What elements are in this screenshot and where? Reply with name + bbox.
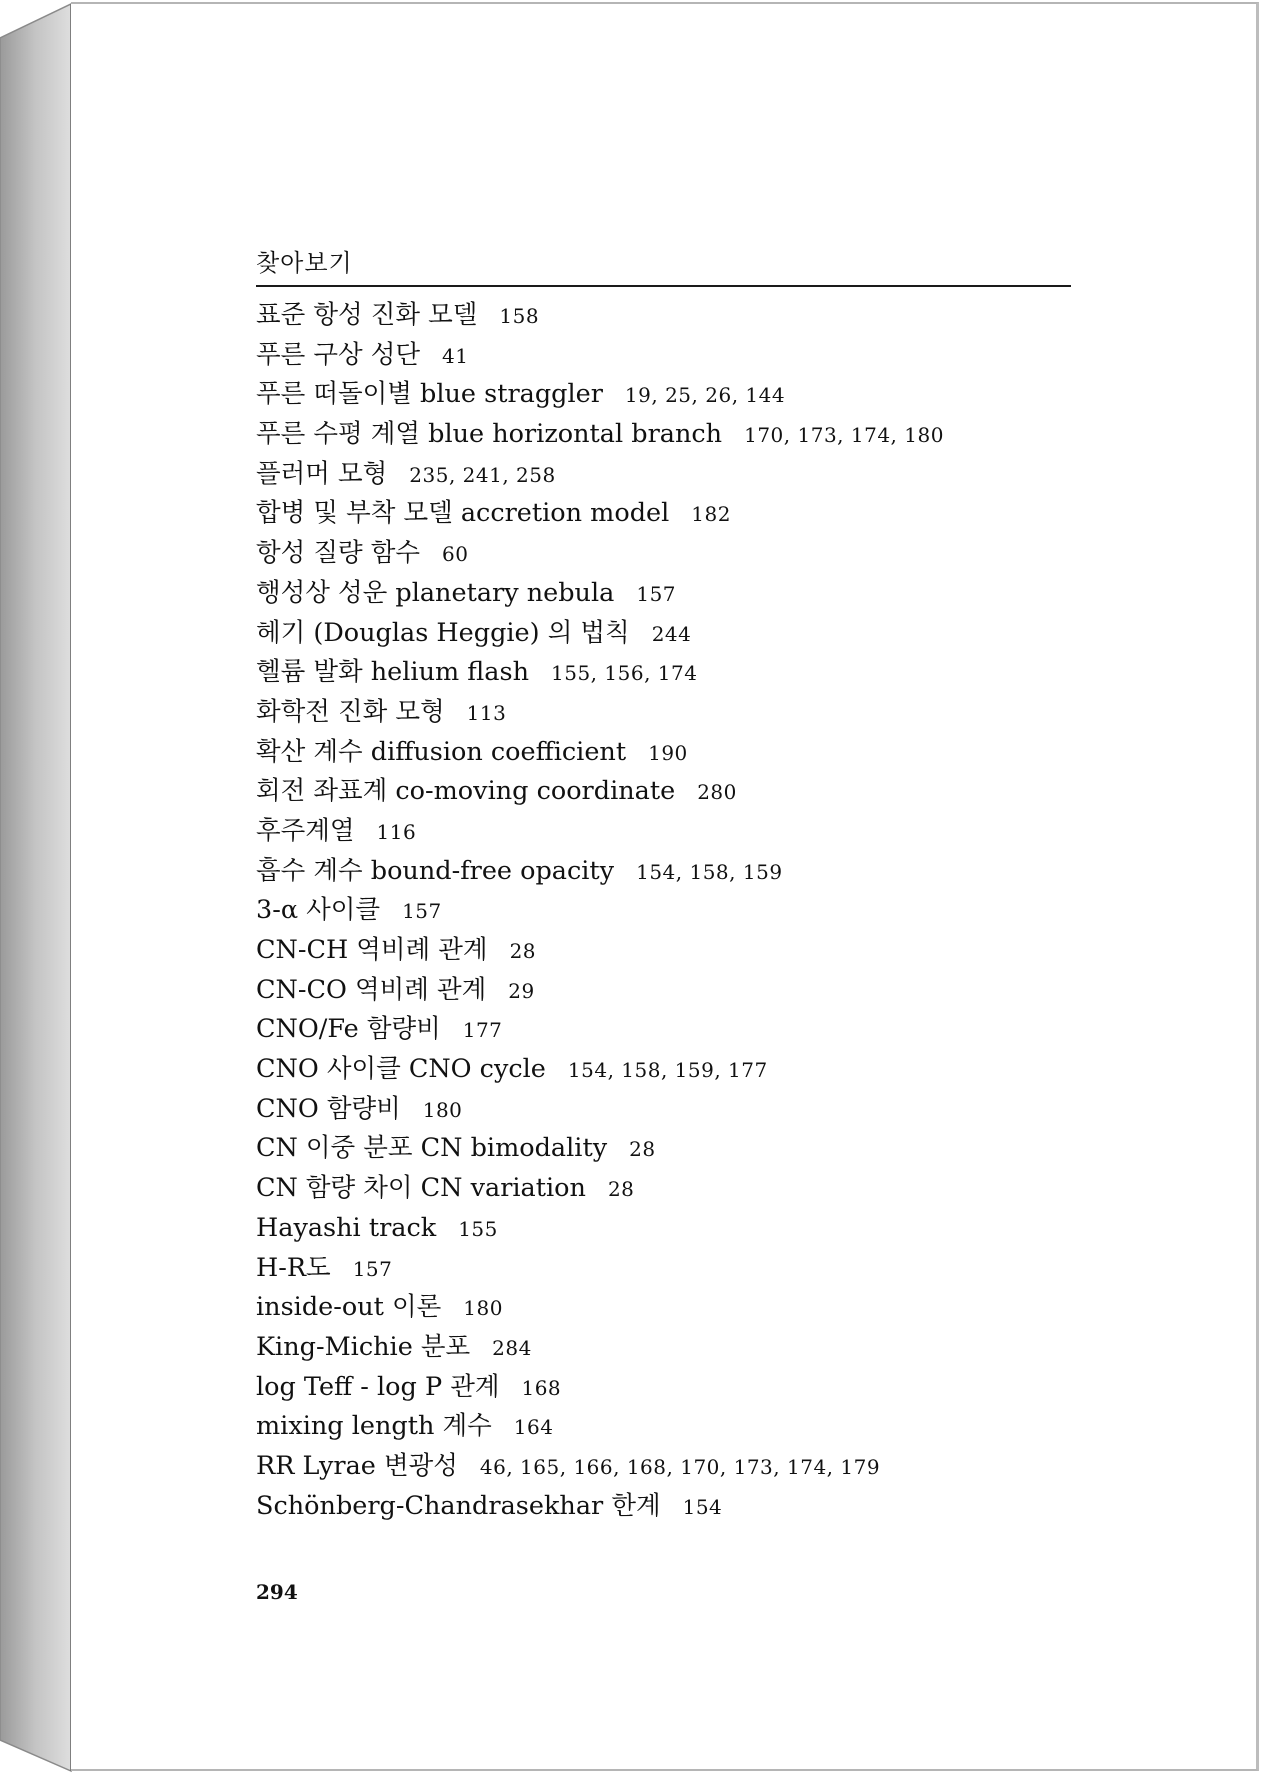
page-refs: 190: [648, 740, 688, 765]
index-entry: [256, 852, 1156, 892]
index-entry: [256, 1487, 1156, 1527]
index-term: 헤기 (Douglas Heggie) 의 법칙: [256, 617, 630, 648]
index-entry: [256, 574, 1156, 614]
index-entry: [256, 415, 1156, 455]
index-term: Schönberg-Chandrasekhar 한계: [256, 1490, 661, 1521]
index-entry: [256, 375, 1156, 415]
page-refs: 180: [463, 1296, 503, 1321]
page-refs: 113: [466, 700, 507, 725]
index-term: CNO/Fe 함량비: [256, 1014, 441, 1045]
index-entry: [256, 494, 1156, 534]
index-term: CN-CH 역비례 관계: [256, 935, 488, 965]
index-entry-list: [256, 296, 1156, 1526]
page-refs: 155, 156, 174: [551, 661, 698, 686]
index-entry: [256, 1328, 1156, 1368]
index-term: CN 이중 분포 CN bimodality: [256, 1133, 608, 1164]
page-number: 294: [256, 1580, 298, 1604]
index-term: CNO 함량비: [256, 1093, 401, 1124]
index-term: 확산 계수 diffusion coefficient: [256, 736, 627, 767]
index-term: Hayashi track: [256, 1212, 437, 1243]
index-term: 행성상 성운 planetary nebula: [256, 577, 615, 608]
index-entry: [256, 1407, 1156, 1447]
page-refs: 182: [691, 502, 731, 527]
page-refs: 157: [352, 1256, 393, 1281]
page-refs: 154: [682, 1494, 723, 1519]
index-entry: [256, 534, 1156, 574]
index-term: 3-α 사이클: [256, 895, 381, 926]
page-refs: 164: [513, 1415, 554, 1440]
page-refs: 244: [651, 621, 692, 646]
page-refs: 170, 173, 174, 180: [744, 423, 944, 448]
page-refs: 46, 165, 166, 168, 170, 173, 174, 179: [479, 1454, 881, 1479]
index-term: 화학전 진화 모형: [256, 696, 445, 727]
page-refs: 177: [462, 1018, 503, 1043]
index-term: 후주계열: [256, 815, 355, 846]
index-term: RR Lyrae 변광성: [256, 1450, 458, 1481]
index-entry: [256, 931, 1156, 971]
index-entry: [256, 455, 1156, 495]
page-refs: 157: [636, 581, 677, 606]
index-entry: [256, 296, 1156, 336]
index-entry: [256, 1447, 1156, 1487]
index-entry: [256, 614, 1156, 654]
index-entry: [256, 1209, 1156, 1249]
index-entry: [256, 1169, 1156, 1209]
page-refs: 29: [508, 978, 535, 1003]
index-term: log Teff - log P 관계: [256, 1371, 500, 1402]
index-term: 푸른 떠돌이별 blue straggler: [256, 379, 603, 410]
index-entry: [256, 971, 1156, 1011]
page-refs: 157: [402, 899, 442, 924]
index-entry: [256, 1288, 1156, 1328]
index-entry: [256, 1090, 1156, 1130]
index-term: 항성 질량 함수: [256, 538, 421, 569]
index-term: 표준 항성 진화 모델: [256, 300, 478, 330]
page-refs: 41: [442, 343, 469, 368]
index-entry: [256, 1050, 1156, 1090]
index-term: CN 함량 차이 CN variation: [256, 1173, 586, 1204]
index-entry: [256, 1010, 1156, 1050]
page-refs: 60: [442, 542, 469, 567]
index-entry: [256, 1368, 1156, 1408]
page-refs: 19, 25, 26, 144: [624, 383, 786, 408]
page-refs: 235, 241, 258: [409, 462, 556, 487]
index-term: 흡수 계수 bound-free opacity: [256, 855, 615, 886]
index-entry: [256, 891, 1156, 931]
header-rule: [256, 285, 1071, 287]
page-refs: 154, 158, 159: [636, 859, 783, 884]
page-refs: 168: [521, 1375, 562, 1400]
page-refs: 158: [499, 304, 540, 328]
page-refs: 154, 158, 159, 177: [567, 1058, 768, 1083]
index-term: 플러머 모형: [256, 458, 388, 489]
index-term: 푸른 수평 계열 blue horizontal branch: [256, 419, 723, 450]
index-term: 합병 및 부착 모델 accretion model: [256, 498, 670, 529]
index-term: 헬륨 발화 helium flash: [256, 657, 529, 688]
page-refs: 280: [697, 780, 737, 805]
index-entry: [256, 1129, 1156, 1169]
page-refs: 116: [376, 819, 417, 844]
index-entry: [256, 693, 1156, 733]
page-refs: 28: [607, 1177, 635, 1202]
running-head: 찾아보기: [256, 249, 353, 277]
page-refs: 28: [509, 939, 537, 963]
index-term: H-R도: [256, 1252, 331, 1283]
page-refs: 180: [422, 1097, 463, 1122]
index-entry: [256, 653, 1156, 693]
index-term: mixing length 계수: [256, 1411, 492, 1442]
index-entry: [256, 812, 1156, 852]
index-entry: [256, 1249, 1156, 1289]
page-refs: 28: [629, 1137, 656, 1162]
page-refs: 284: [492, 1335, 532, 1360]
index-term: 푸른 구상 성단: [256, 339, 421, 370]
index-entry: [256, 772, 1156, 812]
index-entry: [256, 733, 1156, 773]
index-term: inside-out 이론: [256, 1292, 442, 1323]
index-entry: [256, 336, 1156, 376]
index-term: 회전 좌표계 co-moving coordinate: [256, 776, 676, 807]
index-term: CNO 사이클 CNO cycle: [256, 1054, 546, 1085]
index-term: CN-CO 역비례 관계: [256, 974, 487, 1005]
index-term: King-Michie 분포: [256, 1331, 471, 1362]
page-refs: 155: [458, 1216, 498, 1241]
